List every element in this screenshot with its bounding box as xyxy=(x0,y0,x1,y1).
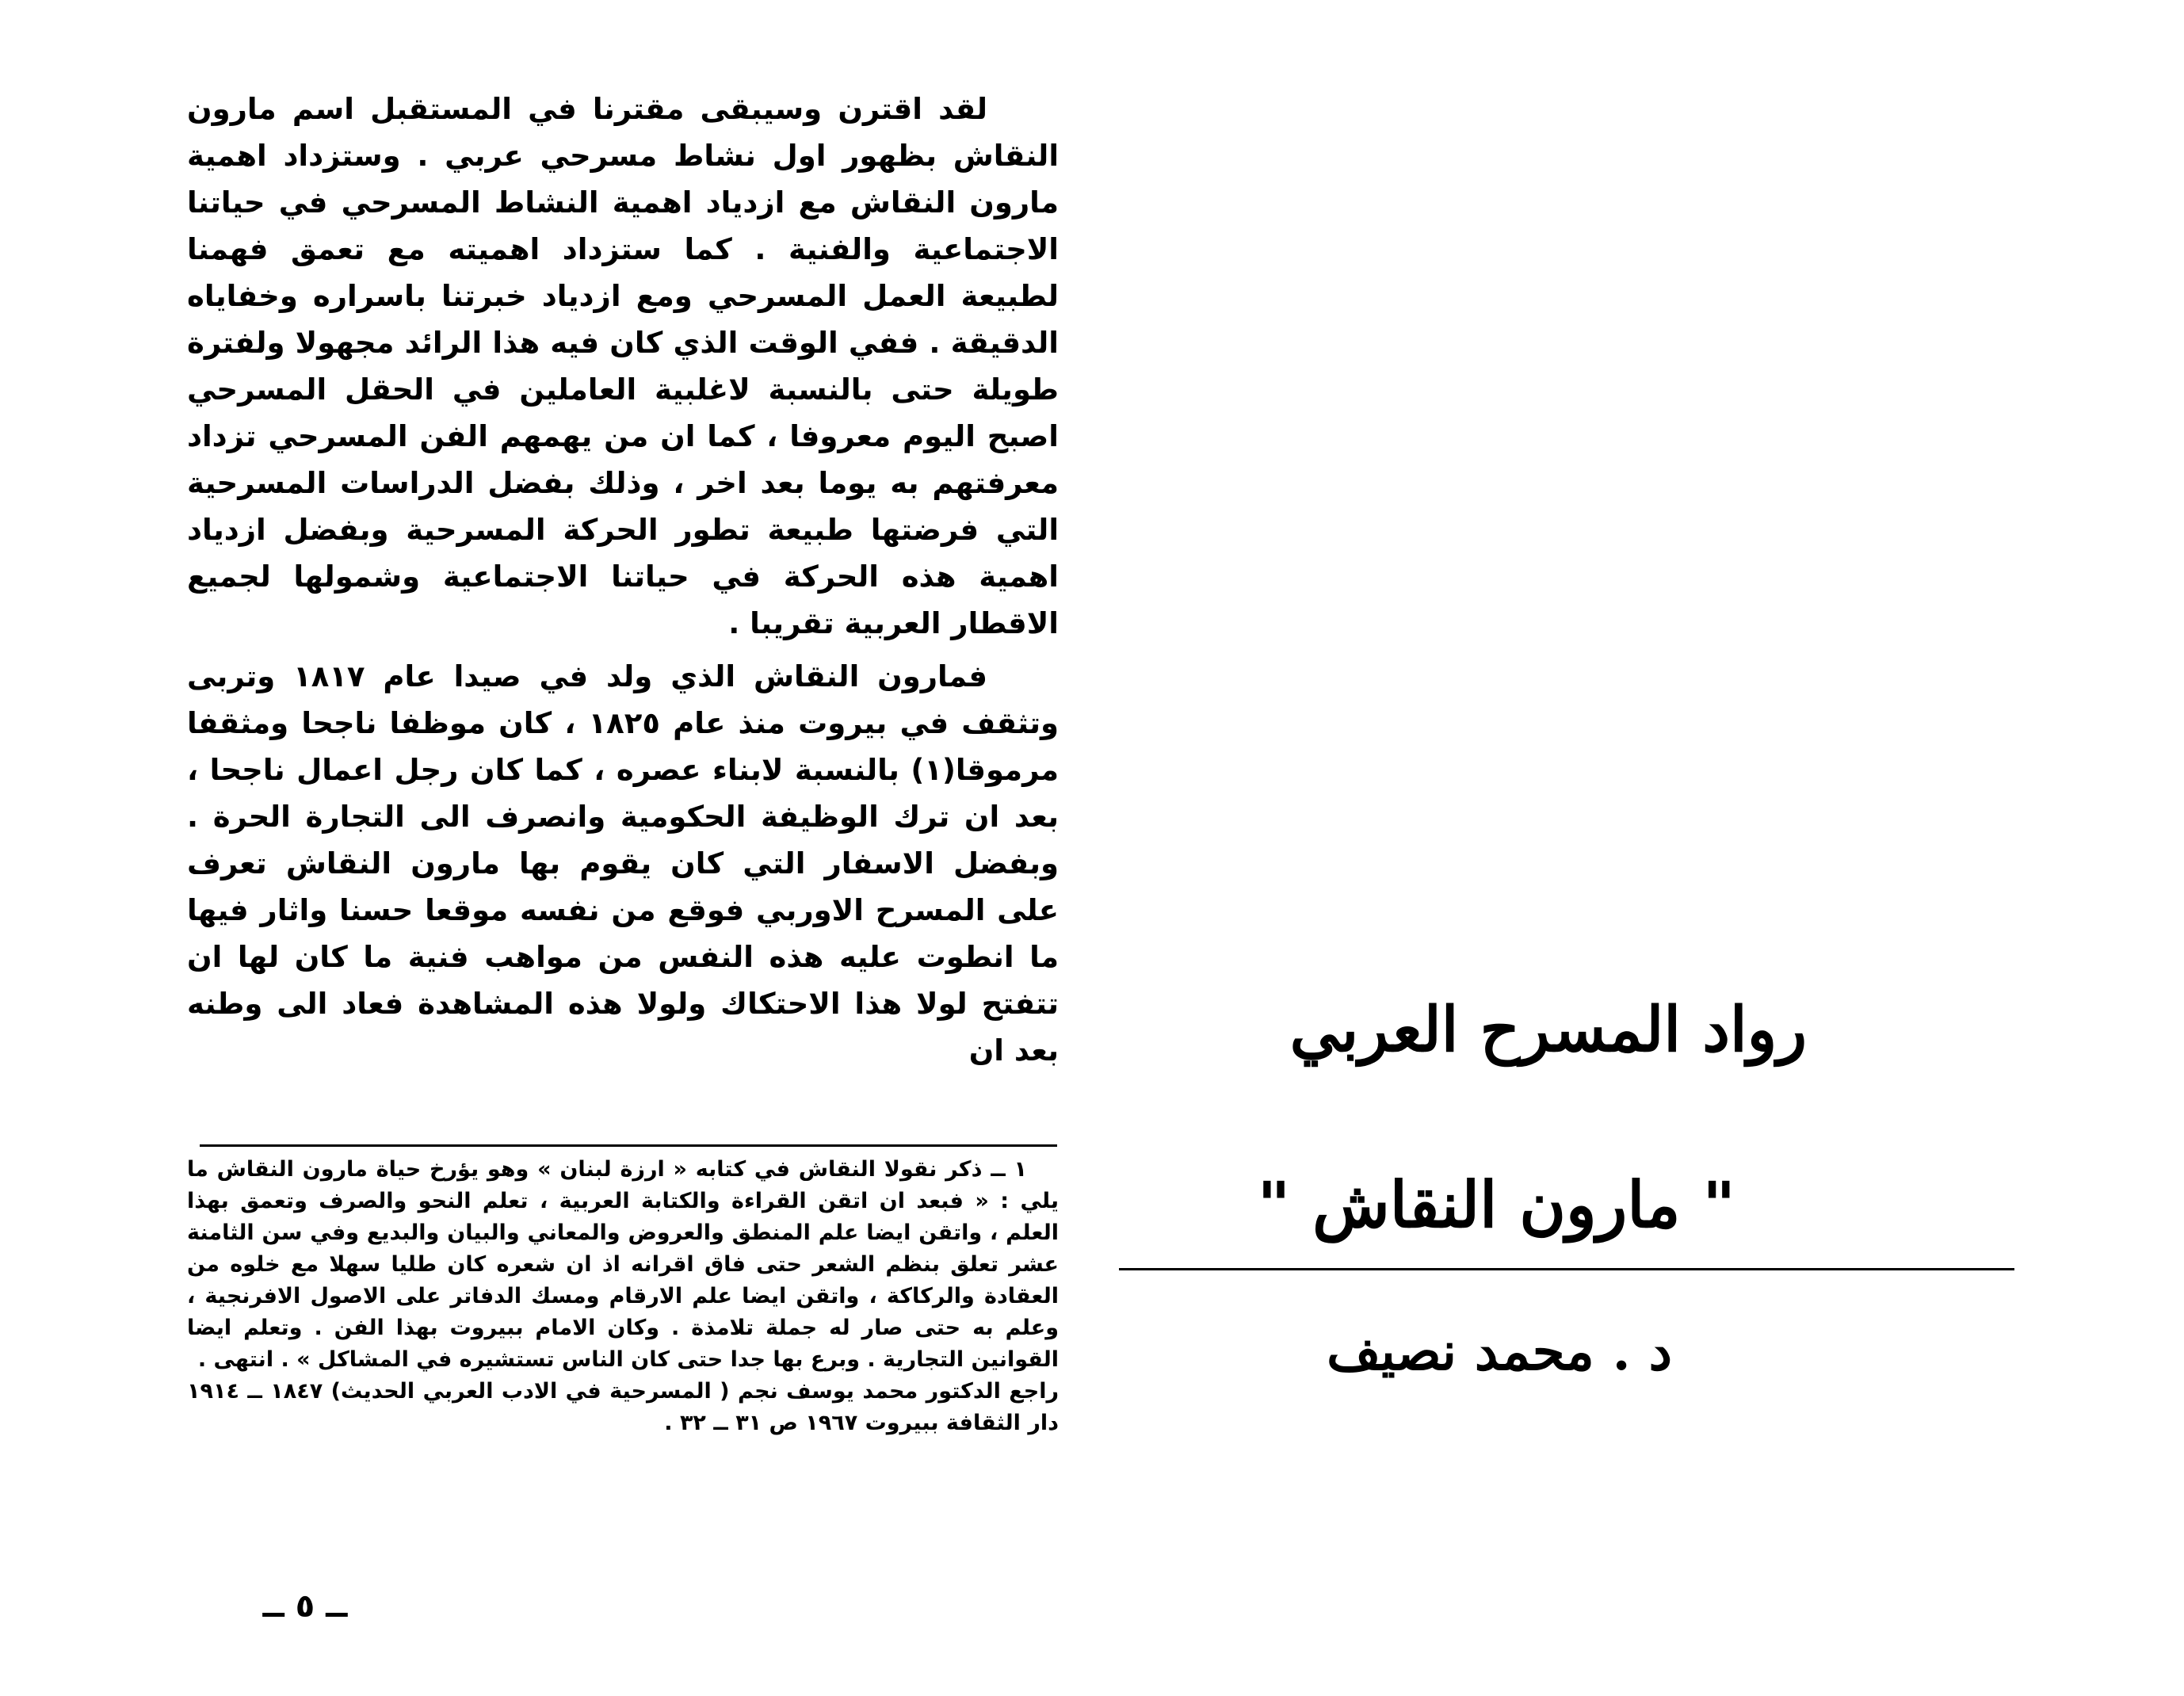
series-title: رواد المسرح العربي xyxy=(1289,994,1807,1066)
title-divider xyxy=(1119,1268,2014,1270)
footnote-1: ١ ــ ذكر نقولا النقاش في كتابه « ارزة لبنان » وهو يؤرخ حياة مارون النقاش ما يلي : « فبعد ان اتقن القراءة والكتابة العربية ، تعلم النحو والصرف وتعمق بهذا العلم ، واتقن ايضا علم المنطق والعروض والمعاني والبيان والبديع وفي سن الثامنة عشر تعلق بنظم الشعر حتى فاق اقرانه اذ ان شعره كان طليا سهلا مع خلوه من العقادة والركاكة ، واتقن ايضا علم الارقام ومسك الدفاتر على الاصول الافرنجية ، وعلم به حتى صار له جملة تلامذة . وكان الامام ببيروت بهذا الفن . وتعلم ايضا القوانين التجارية . وبرع بها جدا حتى كان الناس تستشيره في المشاكل » . انتهى . xyxy=(187,1157,1059,1372)
title-block xyxy=(1109,0,2029,1696)
body-paragraph-1: لقد اقترن وسيبقى مقترنا في المستقبل اسم مارون النقاش بظهور اول نشاط مسرحي عربي . وستزداد اهمية مارون النقاش مع ازدياد اهمية النشاط المسرحي في حياتنا الاجتماعية والفنية . كما ستزداد اهميته مع تعمق فهمنا لطبيعة العمل المسرحي ومع ازدياد خبرتنا باسراره وخفاياه الدقيقة . ففي الوقت الذي كان فيه هذا الرائد مجهولا ولفترة طويلة حتى بالنسبة لاغلبية العاملين في الحقل المسرحي اصبح اليوم معروفا ، كما ان من يهمهم الفن المسرحي تزداد معرفتهم به يوما بعد اخر ، وذلك بفضل الدراسات المسرحية التي فرضتها طبيعة تطور الحركة المسرحية وبفضل ازدياد اهمية هذه الحركة في حياتنا الاجتماعية وشمولها لجميع الاقطار العربية تقريبا . xyxy=(187,92,1059,640)
footnote-reference: راجع الدكتور محمد يوسف نجم ( المسرحية في الادب العربي الحديث) ١٨٤٧ ــ ١٩١٤ دار الثقافة ببيروت ١٩٦٧ ص ٣١ ــ ٣٢ . xyxy=(187,1379,1059,1435)
author-name: د . محمد نصيف xyxy=(1327,1320,1672,1382)
footnote-divider xyxy=(200,1144,1057,1147)
article-title: " مارون النقاش " xyxy=(1257,1167,1735,1242)
body-text xyxy=(187,86,1059,1074)
page-number: ــ ٥ ــ xyxy=(262,1588,348,1625)
footnotes xyxy=(187,1154,1059,1439)
body-paragraph-2: فمارون النقاش الذي ولد في صيدا عام ١٨١٧ وتربى وتثقف في بيروت منذ عام ١٨٢٥ ، كان موظفا ناجحا ومثقفا مرموقا(١) بالنسبة لابناء عصره ، كما كان رجل اعمال ناجحا ، بعد ان ترك الوظيفة الحكومية وانصرف الى التجارة الحرة . وبفضل الاسفار التي كان يقوم بها مارون النقاش تعرف على المسرح الاوربي فوقع من نفسه موقعا حسنا واثار فيها ما انطوت عليه هذه النفس من مواهب فنية ما كان لها ان تتفتح لولا هذا الاحتكاك ولولا هذه المشاهدة فعاد الى وطنه بعد ان xyxy=(187,659,1060,1068)
